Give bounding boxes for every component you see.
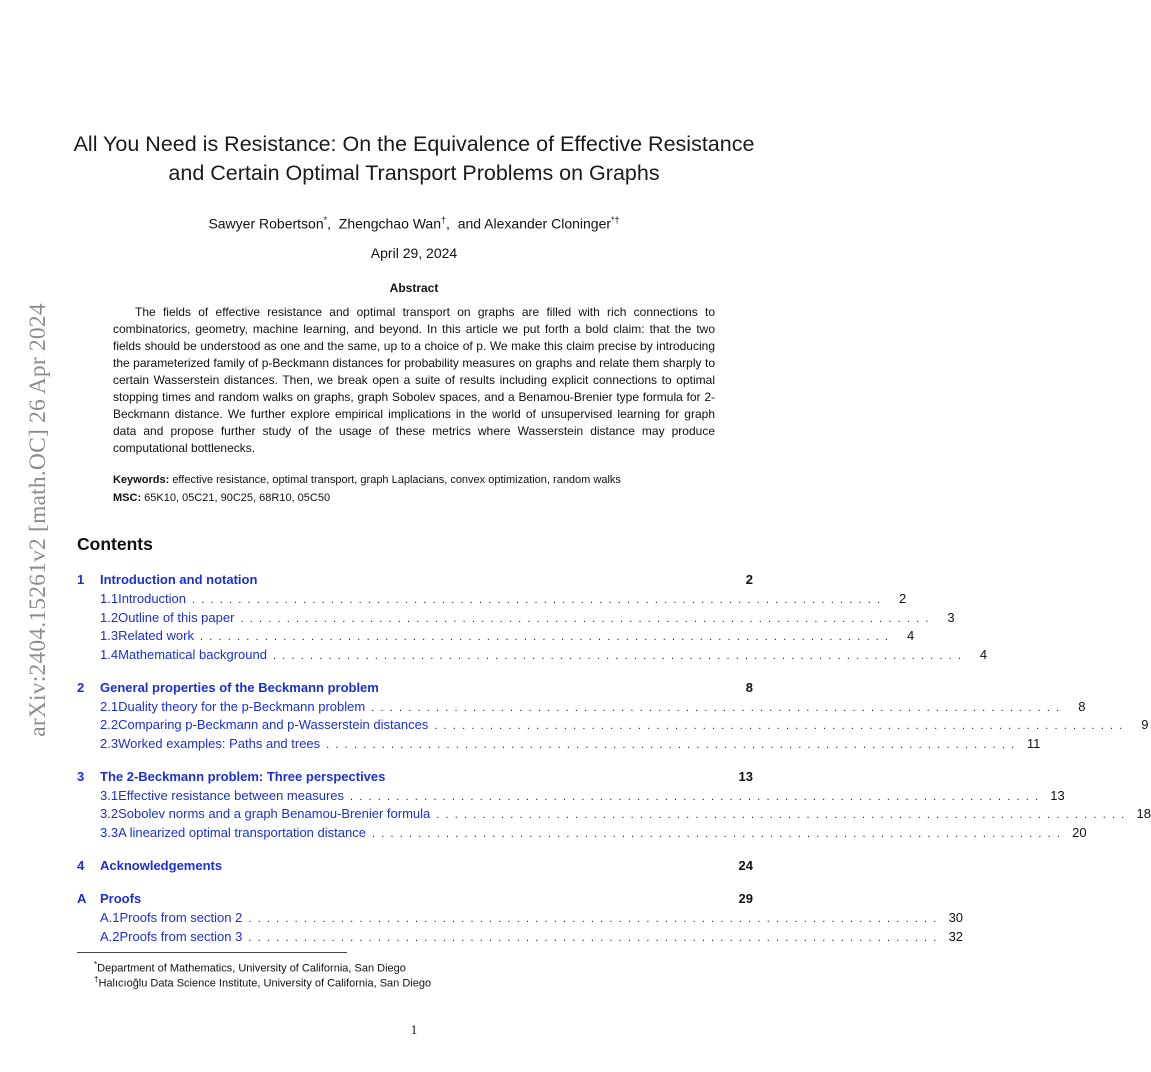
toc-subsection[interactable] (77, 646, 988, 666)
toc-section-page: 29 (738, 891, 753, 906)
toc-leader: ........................................................................... (199, 631, 895, 643)
toc-sub-page: 13 (1050, 787, 1065, 803)
toc-section[interactable] (77, 769, 753, 788)
footnote (94, 972, 431, 992)
toc-leader: ........................................................................... (248, 931, 943, 944)
footnote-mark: † (94, 975, 99, 984)
toc-subsection[interactable] (77, 717, 1149, 736)
toc-leader: ........................................................................... (272, 649, 968, 662)
toc-sub-page: 11 (1026, 735, 1041, 751)
toc-leader: ........................................................................... (371, 827, 1067, 840)
toc-section[interactable] (77, 858, 753, 877)
toc-sub-page: 30 (948, 910, 964, 925)
author-mark: *† (611, 215, 620, 225)
toc-section-number: 4 (77, 857, 85, 873)
footnote-text: Halıcıoğlu Data Science Institute, University of California, San Diego (98, 977, 432, 990)
toc-subsection[interactable] (77, 609, 955, 629)
toc-section-number: 1 (77, 572, 85, 587)
paper-title (60, 130, 768, 188)
toc-sub-number: 1.3 (100, 628, 119, 643)
toc-leader: ........................................................................... (248, 913, 943, 925)
footnote-text: Department of Mathematics, University of California, San Diego (97, 962, 406, 975)
toc-leader: ........................................................................... (192, 594, 887, 606)
toc-section-page: 8 (745, 679, 753, 695)
toc-subsection[interactable] (77, 735, 1041, 755)
table-of-contents (77, 572, 1151, 947)
toc-sub-number: 1.4 (100, 646, 119, 662)
toc-section-link[interactable]: General properties of the Beckmann problem (100, 679, 379, 695)
toc-section-page: 2 (745, 572, 753, 587)
toc-section-number: 3 (77, 768, 85, 784)
toc-sub-page: 4 (906, 628, 915, 643)
toc-leader: ........................................................................... (371, 701, 1066, 714)
toc-sub-link[interactable]: Proofs from section 3 (119, 928, 243, 944)
toc-sub-page: 3 (947, 609, 955, 625)
toc-sub-link[interactable]: Duality theory for the p-Beckmann problem (118, 698, 366, 714)
toc-leader: ........................................................................... (326, 738, 1021, 751)
keywords-text: effective resistance, optimal transport, graph Laplacians, convex optimization, random walks (172, 474, 621, 486)
toc-sub-page: 20 (1072, 824, 1087, 840)
footnote-mark: * (94, 960, 98, 969)
toc-sub-link[interactable]: Related work (118, 628, 194, 643)
toc-subsection[interactable] (77, 591, 907, 610)
toc-leader: ........................................................................... (436, 809, 1131, 821)
toc-sub-link[interactable]: Outline of this paper (118, 609, 235, 625)
toc-sub-page: 4 (979, 646, 988, 662)
toc-sub-link[interactable]: Comparing p-Beckmann and p-Wasserstein distances (118, 717, 429, 732)
toc-section-page: 24 (738, 857, 753, 873)
toc-subsection[interactable] (77, 910, 964, 929)
keywords-line (113, 472, 715, 489)
toc-sub-number: 2.2 (100, 717, 119, 732)
toc-leader: ........................................................................... (434, 720, 1129, 732)
toc-sub-link[interactable]: Mathematical background (118, 646, 267, 662)
page-number: 1 (410, 1022, 418, 1037)
author-mark: * (323, 215, 328, 225)
title-line-2: and Certain Optimal Transport Problems on Graphs (168, 161, 660, 185)
toc-subsection[interactable] (77, 824, 1087, 844)
toc-sub-link[interactable]: A linearized optimal transportation distance (118, 824, 366, 840)
paper-date: April 29, 2024 (370, 245, 458, 261)
toc-sub-link[interactable]: Introduction (118, 591, 187, 606)
arxiv-stamp: arXiv:2404.15261v2 [math.OC] 26 Apr 2024 (25, 303, 51, 737)
toc-sub-number: 2.3 (100, 735, 119, 751)
toc-section[interactable] (77, 572, 753, 591)
toc-sub-page: 9 (1141, 717, 1149, 732)
footnote-rule (77, 952, 347, 953)
toc-subsection[interactable] (77, 806, 1151, 825)
msc-text: 65K10, 05C21, 90C25, 68R10, 05C50 (144, 492, 331, 504)
toc-sub-page: 2 (899, 591, 907, 606)
toc-sub-number: 3.1 (100, 787, 119, 803)
toc-subsection[interactable] (77, 787, 1065, 807)
toc-sub-page: 32 (948, 928, 964, 944)
toc-section-link[interactable]: Introduction and notation (100, 572, 258, 587)
toc-sub-number: 3.3 (100, 824, 119, 840)
toc-subsection[interactable] (77, 628, 915, 647)
toc-sub-link[interactable]: Sobolev norms and a graph Benamou-Brenier formula (118, 806, 431, 821)
toc-sub-link[interactable]: Proofs from section 2 (119, 910, 243, 925)
toc-section[interactable] (77, 680, 753, 699)
contents-heading: Contents (77, 534, 153, 554)
toc-section-page: 13 (738, 768, 753, 784)
toc-section-link[interactable]: Acknowledgements (100, 857, 223, 873)
title-line-1: All You Need is Resistance: On the Equivalence of Effective Resistance (73, 132, 755, 156)
author-name: Zhengchao Wan (338, 215, 442, 232)
msc-line (113, 490, 715, 507)
toc-sub-number: 2.1 (100, 698, 119, 714)
toc-section[interactable] (77, 891, 753, 910)
toc-sub-number: 1.2 (100, 609, 119, 625)
toc-sub-link[interactable]: Worked examples: Paths and trees (118, 735, 321, 751)
author-list: Sawyer Robertson*, Zhengchao Wan†, and Alexander Cloninger*† (208, 215, 620, 232)
abstract-body: The fields of effective resistance and optimal transport on graphs are filled with rich connections to combinatorics, geometry, machine learning, and beyond. In this article we put forth a bold claim: that the two fields should be understood as one and the same, up to a choice of p. We make this claim precise by introducing the parameterized family of p-Beckmann distances for probability measures on graphs and relate them sharply to certain Wasserstein distances. Then, we break open a suite of results including explicit connections to optimal stopping times and random walks on graphs, graph Sobolev spaces, and a Benamou-Brenier type formula for 2-Beckmann distance. We further explore empirical implications in the world of unsupervised learning for graph data and propose further study of the usage of these metrics where Wasserstein distance may produce computational bottlenecks. (113, 305, 715, 455)
toc-sub-number: A.1 (100, 910, 120, 925)
toc-section-number: 2 (77, 679, 85, 695)
toc-sub-number: 1.1 (100, 591, 119, 606)
author-mark: † (441, 215, 447, 225)
toc-subsection[interactable] (77, 928, 964, 948)
toc-section-link[interactable]: Proofs (100, 891, 142, 906)
toc-sub-number: 3.2 (100, 806, 119, 821)
toc-leader: ........................................................................... (350, 790, 1045, 803)
toc-sub-page: 18 (1136, 806, 1151, 821)
msc-label: MSC: (113, 492, 142, 504)
author-name: and Alexander Cloninger (457, 215, 612, 232)
toc-section-link[interactable]: The 2-Beckmann problem: Three perspectives (100, 768, 386, 784)
toc-sub-link[interactable]: Effective resistance between measures (118, 787, 345, 803)
toc-leader: ........................................................................... (240, 612, 935, 625)
toc-sub-page: 8 (1078, 698, 1086, 714)
keywords-label: Keywords: (113, 474, 170, 486)
toc-subsection[interactable] (77, 698, 1086, 718)
toc-section-number: A (77, 891, 87, 906)
author-name: Sawyer Robertson (208, 215, 324, 232)
abstract-heading: Abstract (389, 281, 439, 295)
toc-sub-number: A.2 (100, 928, 120, 944)
